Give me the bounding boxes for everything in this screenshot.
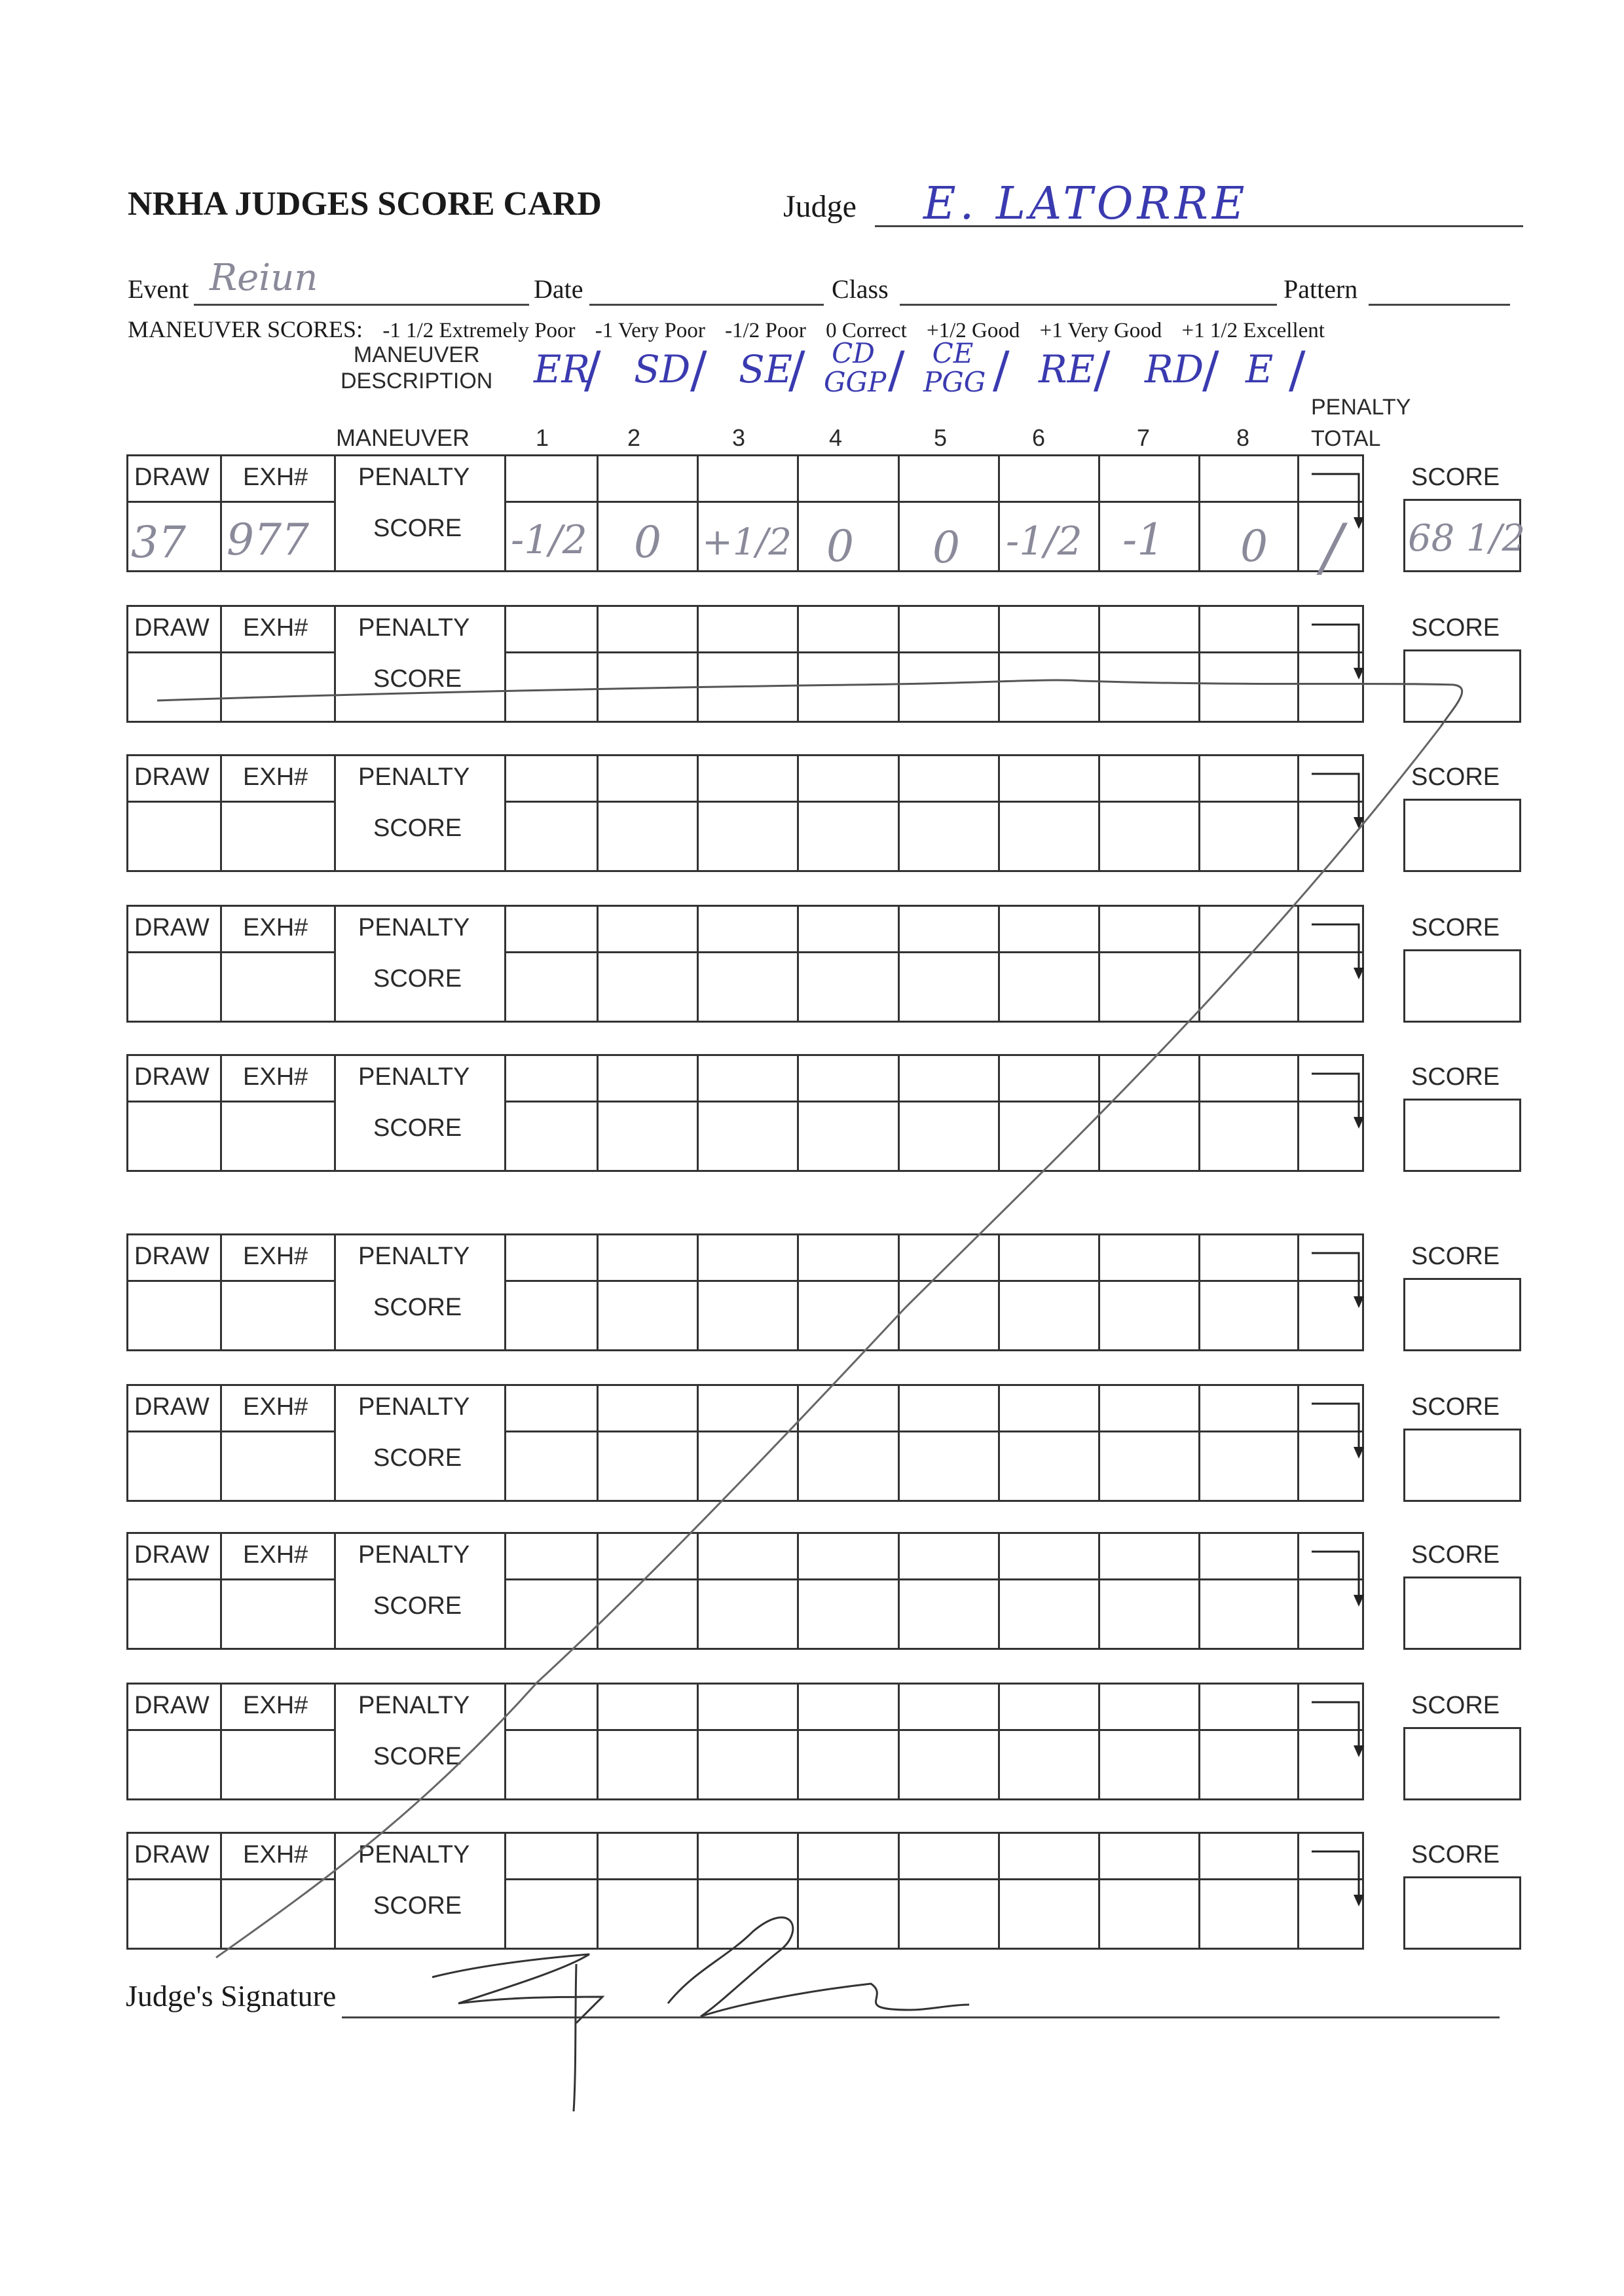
score-row-label: SCORE — [373, 665, 462, 693]
draw-label: DRAW — [134, 464, 210, 491]
slash-divider: / — [1202, 340, 1219, 399]
slash-divider: / — [993, 340, 1010, 399]
exh-label: EXH# — [243, 914, 308, 941]
slash-divider: / — [1289, 340, 1306, 399]
maneuver-desc-8: E — [1246, 347, 1274, 392]
slash-divider: / — [888, 340, 905, 399]
col-number-7: 7 — [1137, 424, 1151, 451]
exh-label: EXH# — [243, 1841, 308, 1868]
draw-label: DRAW — [134, 763, 210, 791]
maneuver-desc-7: RD — [1145, 347, 1204, 392]
final-score-label: SCORE — [1411, 464, 1500, 491]
final-score-label: SCORE — [1411, 1692, 1500, 1719]
penalty-row-label: PENALTY — [358, 1243, 470, 1270]
pattern-label: Pattern — [1283, 274, 1358, 304]
score-row-label: SCORE — [373, 1444, 462, 1472]
score-row-label: SCORE — [373, 1114, 462, 1142]
judge-name-handwritten: E. LATORRE — [923, 178, 1249, 230]
entry-1-score-6: -1/2 — [1006, 519, 1082, 564]
scale-item: 0 Correct — [826, 319, 907, 342]
desc-label-line2: DESCRIPTION — [341, 369, 493, 393]
maneuver-desc-5: CE PGG — [923, 337, 986, 398]
signature-label: Judge's Signature — [126, 1979, 337, 2013]
slash-divider: / — [690, 340, 707, 399]
col-number-8: 8 — [1236, 424, 1250, 451]
final-score-label: SCORE — [1411, 1063, 1500, 1091]
entry-1-score-1: -1/2 — [511, 517, 587, 563]
score-row-label: SCORE — [373, 1592, 462, 1620]
draw-label: DRAW — [134, 614, 210, 642]
scale-item: +1 Very Good — [1039, 319, 1162, 342]
score-row-label: SCORE — [373, 515, 462, 542]
exh-label: EXH# — [243, 1541, 308, 1569]
entry-1-score-3: +1/2 — [702, 521, 792, 564]
score-row-label: SCORE — [373, 1892, 462, 1920]
exh-label: EXH# — [243, 763, 308, 791]
scale-item: +1/2 Good — [927, 319, 1020, 342]
score-row-label: SCORE — [373, 814, 462, 842]
scale-item: -1 Very Poor — [595, 319, 705, 342]
event-label: Event — [128, 274, 189, 304]
signature-scribble — [432, 1918, 969, 2111]
col-number-5: 5 — [934, 424, 948, 451]
final-score-label: SCORE — [1411, 763, 1500, 791]
col-number-2: 2 — [627, 424, 641, 451]
maneuver-column-label: MANEUVER — [336, 424, 470, 451]
scale-item: -1 1/2 Extremely Poor — [382, 319, 576, 342]
draw-label: DRAW — [134, 1541, 210, 1569]
penalty-row-label: PENALTY — [358, 1841, 470, 1868]
penalty-row-label: PENALTY — [358, 1393, 470, 1421]
maneuver-desc-6: RE — [1039, 347, 1096, 392]
maneuver-desc-1: ER — [534, 347, 591, 392]
score-row-label: SCORE — [373, 1294, 462, 1321]
final-score-label: SCORE — [1411, 1541, 1500, 1569]
exh-label: EXH# — [243, 1063, 308, 1091]
final-score-label: SCORE — [1411, 1243, 1500, 1270]
scale-label: MANEUVER SCORES: — [128, 316, 363, 342]
judge-label: Judge — [783, 189, 857, 224]
exh-label: EXH# — [243, 614, 308, 642]
entry-1-exh: 977 — [227, 515, 309, 565]
final-score-label: SCORE — [1411, 1393, 1500, 1421]
col-number-1: 1 — [536, 424, 549, 451]
penalty-row-label: PENALTY — [358, 464, 470, 491]
maneuver-desc-2: SD — [634, 347, 691, 392]
col-number-3: 3 — [732, 424, 746, 451]
penalty-row-label: PENALTY — [358, 763, 470, 791]
scale-item: -1/2 Poor — [725, 319, 806, 342]
slash-divider: / — [1094, 340, 1111, 399]
diagonal-crossout-line — [216, 727, 1441, 1958]
score-row-label: SCORE — [373, 1743, 462, 1770]
penalty-row-label: PENALTY — [358, 914, 470, 941]
class-label: Class — [832, 274, 889, 304]
penalty-total-line2: TOTAL — [1311, 426, 1381, 451]
col-number-4: 4 — [829, 424, 843, 451]
draw-label: DRAW — [134, 1841, 210, 1868]
draw-label: DRAW — [134, 1393, 210, 1421]
exh-label: EXH# — [243, 464, 308, 491]
entry-1-penalty-total: / — [1321, 511, 1343, 584]
exh-label: EXH# — [243, 1692, 308, 1719]
final-score-label: SCORE — [1411, 1841, 1500, 1868]
desc-label-line1: MANEUVER — [353, 342, 480, 367]
event-value-handwritten: Reiun — [210, 257, 318, 299]
maneuver-desc-4: CD GGP — [824, 337, 887, 398]
entry-1-final-score: 68 1/2 — [1408, 517, 1526, 560]
penalty-row-label: PENALTY — [358, 614, 470, 642]
entry-1-score-8: 0 — [1240, 521, 1268, 572]
draw-label: DRAW — [134, 914, 210, 941]
draw-label: DRAW — [134, 1063, 210, 1091]
maneuver-desc-3: SE — [739, 347, 793, 392]
draw-label: DRAW — [134, 1243, 210, 1270]
entry-1-score-7: -1 — [1122, 515, 1165, 565]
penalty-row-label: PENALTY — [358, 1541, 470, 1569]
entry-1-score-2: 0 — [634, 517, 661, 568]
scale-item: +1 1/2 Excellent — [1181, 319, 1325, 342]
score-row-label: SCORE — [373, 965, 462, 993]
exh-label: EXH# — [243, 1393, 308, 1421]
final-score-label: SCORE — [1411, 614, 1500, 642]
penalty-total-line1: PENALTY — [1311, 395, 1411, 420]
final-score-label: SCORE — [1411, 914, 1500, 941]
slash-divider: / — [584, 340, 601, 399]
entry-1-score-5: 0 — [932, 522, 960, 573]
exh-label: EXH# — [243, 1243, 308, 1270]
col-number-6: 6 — [1032, 424, 1046, 451]
date-label: Date — [534, 274, 583, 304]
penalty-row-label: PENALTY — [358, 1063, 470, 1091]
draw-label: DRAW — [134, 1692, 210, 1719]
entry-1-score-4: 0 — [826, 521, 854, 572]
row-strike-line — [157, 680, 1462, 727]
penalty-row-label: PENALTY — [358, 1692, 470, 1719]
card-title: NRHA JUDGES SCORE CARD — [128, 185, 602, 223]
slash-divider: / — [788, 340, 805, 399]
entry-1-draw: 37 — [131, 517, 186, 568]
